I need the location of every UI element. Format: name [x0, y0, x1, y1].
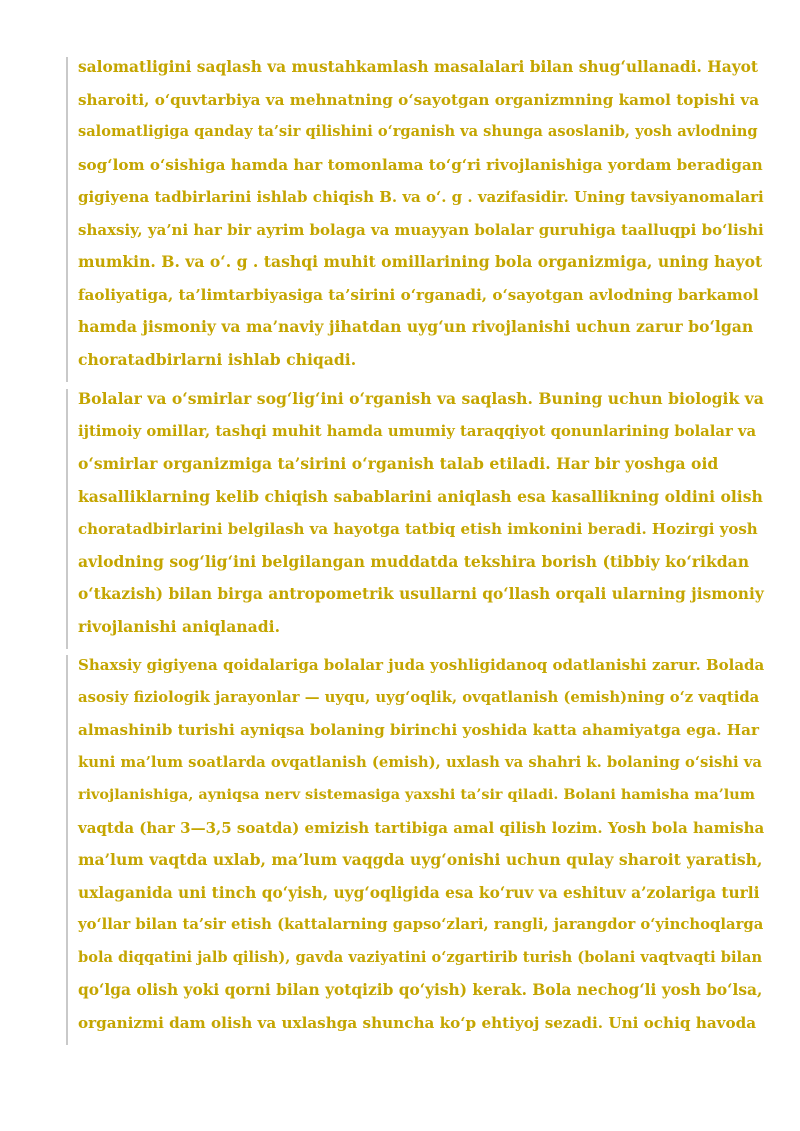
text-line: Shaxsiy gigiyena qoidalariga bolalar juda yoshligidanoq odatlanishi zarur. Bolada: [78, 656, 765, 674]
text-line: mumkin. B. va o‘. g . tashqi muhit omillarining bola organizmiga, uning hayot: [78, 252, 763, 271]
text-line: avlodning sog‘lig‘ini belgilangan muddatda tekshira borish (tibbiy ko‘rikdan: [78, 551, 750, 571]
text-line: shaxsiy, ya’ni har bir ayrim bolaga va muayyan bolalar guruhiga taalluqpi bo‘lishi: [78, 220, 764, 239]
text-line: sharoiti, o‘quvtarbiya va mehnatning o‘sayotgan organizmning kamol topishi va: [78, 90, 760, 109]
text-line: bola diqqatini jalb qilish), gavda vaziyatini o‘zgartirib turish (bolani vaqtvaqti bilan: [78, 948, 763, 966]
text-line: o‘smirlar organizmiga ta’sirini o‘rganish talab etiladi. Har bir yoshga oid: [78, 454, 719, 473]
text-line: almashinib turishi ayniqsa bolaning birinchi yoshida katta ahamiyatga ega. Har: [78, 721, 759, 739]
text-line: faoliyatiga, ta’limtarbiyasiga ta’sirini o‘rganadi, o‘sayotgan avlodning barkamol: [78, 285, 759, 304]
text-line: choratadbirlarini belgilash va hayotga tatbiq etish imkonini beradi. Hozirgi yosh: [78, 520, 758, 538]
text-line: hamda jismoniy va ma’naviy jihatdan uyg‘un rivojlanishi uchun zarur bo‘lgan: [78, 317, 754, 336]
text-line: o‘tkazish) bilan birga antropometrik usullarni qo‘llash orqali ularning jismoniy: [78, 585, 764, 603]
text-line: salomatligini saqlash va mustahkamlash masalalari bilan shug‘ullanadi. Hayot: [78, 58, 759, 76]
text-line: kuni ma’lum soatlarda ovqatlanish (emish), uxlash va shahri k. bolaning o‘sishi va: [78, 753, 762, 771]
paragraph-personal-hygiene: [66, 655, 765, 1045]
text-line: Bolalar va o‘smirlar sog‘lig‘ini o‘rganish va saqlash. Buning uchun biologik va: [78, 389, 764, 408]
text-line: sog‘lom o‘sishiga hamda har tomonlama to‘g‘ri rivojlanishiga yordam beradigan: [78, 155, 763, 174]
text-line: rivojlanishiga, ayniqsa nerv sistemasiga yaxshi ta’sir qiladi. Bolani hamisha ma’lum: [78, 786, 755, 803]
text-line: choratadbirlarni ishlab chiqadi.: [78, 349, 357, 369]
text-line: asosiy fiziologik jarayonlar — uyqu, uyg‘oqlik, ovqatlanish (emish)ning o‘z vaqtida: [78, 688, 760, 706]
paragraph-hygiene-tasks: [66, 57, 764, 382]
text-line: vaqtda (har 3—3,5 soatda) emizish tartibiga amal qilish lozim. Yosh bola hamisha: [78, 818, 765, 837]
text-line: uxlaganida uni tinch qo‘yish, uyg‘oqligida esa ko‘ruv va eshituv a’zolariga turli: [78, 883, 760, 902]
text-line: rivojlanishi aniqlanadi.: [78, 616, 280, 636]
text-line: kasalliklarning kelib chiqish sabablarini aniqlash esa kasallikning oldini olish: [78, 486, 763, 506]
text-line: ma’lum vaqtda uxlab, ma’lum vaqgda uyg‘onishi uchun qulay sharoit yaratish,: [78, 850, 763, 869]
text-line: qo‘lga olish yoki qorni bilan yotqizib qo‘yish) kerak. Bola nechog‘li yosh bo‘lsa,: [78, 981, 763, 999]
text-line: ijtimoiy omillar, tashqi muhit hamda umumiy taraqqiyot qonunlarining bolalar va: [78, 422, 757, 440]
text-line: organizmi dam olish va uxlashga shuncha ko‘p ehtiyoj sezadi. Uni ochiq havoda: [78, 1013, 757, 1032]
text-line: yo‘llar bilan ta’sir etish (kattalarning gapso‘zlari, rangli, jarangdor o‘yinchoqlarga: [78, 916, 764, 933]
paragraph-health-study: [66, 389, 764, 649]
text-line: gigiyena tadbirlarini ishlab chiqish B. va o‘. g . vazifasidir. Uning tavsiyanomalari: [78, 188, 764, 206]
text-line: salomatligiga qanday ta’sir qilishini o‘rganish va shunga asoslanib, yosh avlodning: [78, 123, 758, 140]
